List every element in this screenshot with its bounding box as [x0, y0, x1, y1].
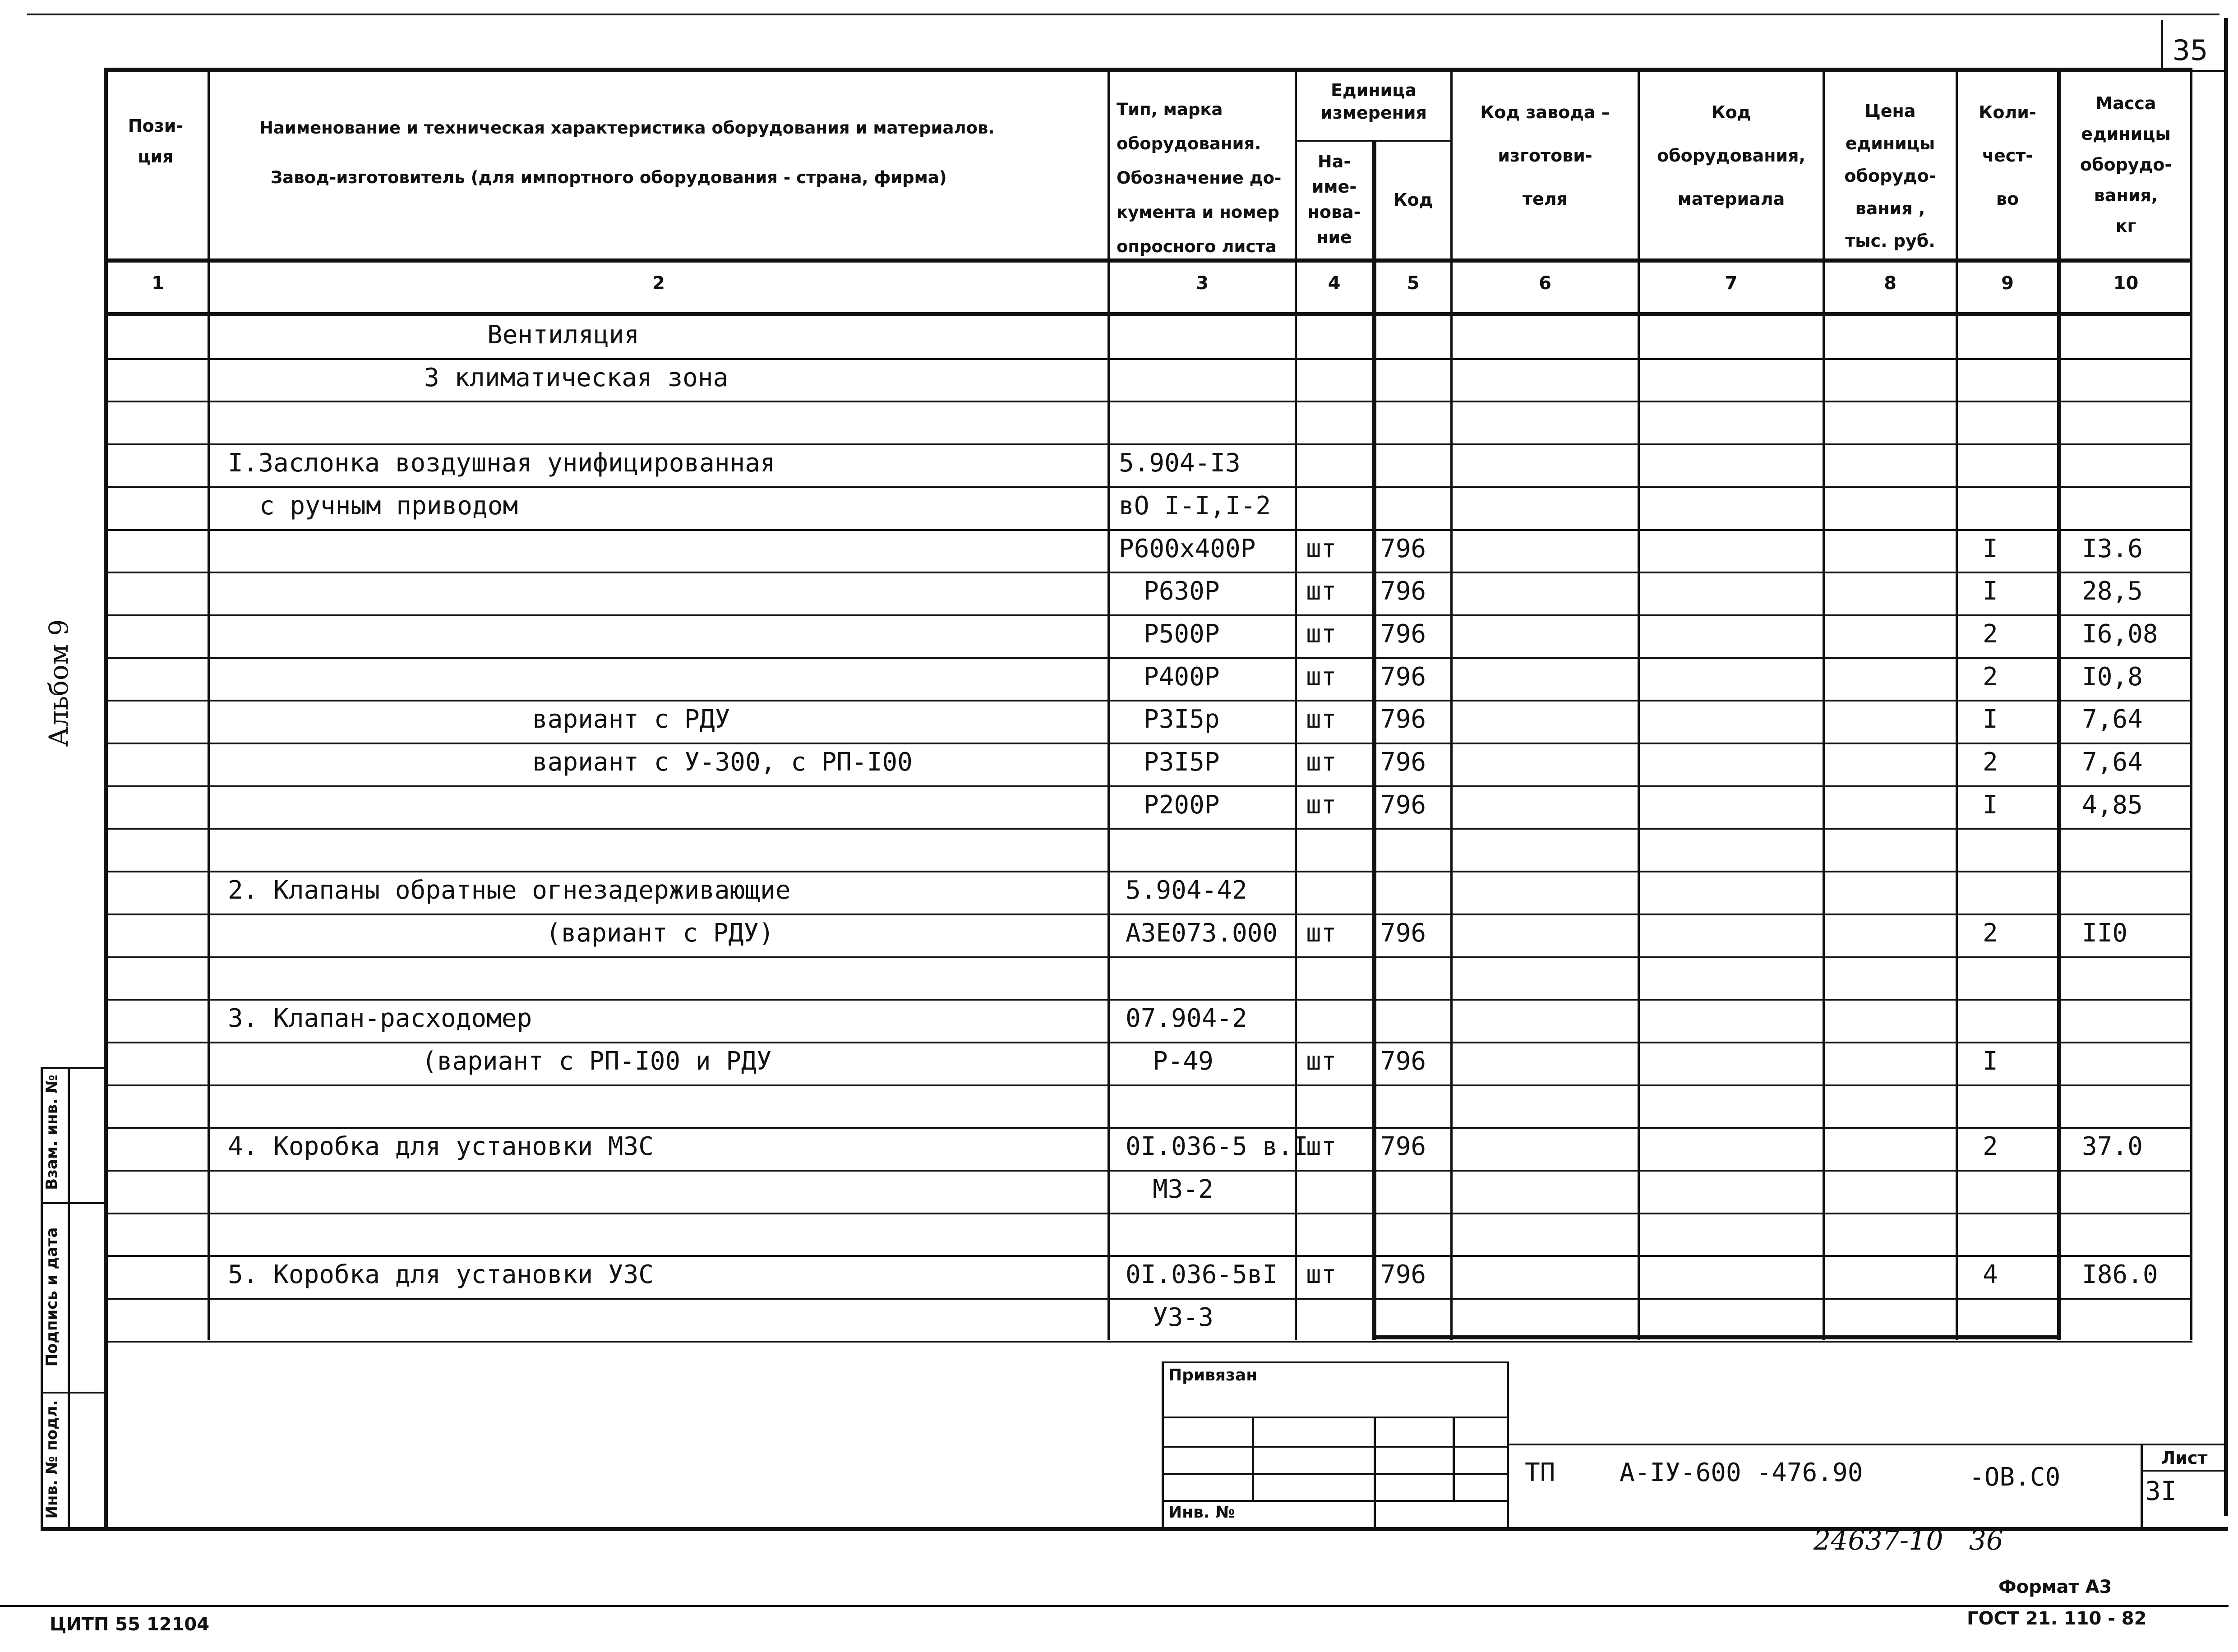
- table-row-line: [104, 999, 2192, 1001]
- row-type: 5.904-I3: [1119, 448, 1241, 478]
- side-stamp-vzam: Взам. инв. №: [43, 1075, 61, 1190]
- frame-left: [104, 68, 108, 1529]
- row-unit: шт: [1306, 790, 1337, 820]
- citp-label: ЦИТП 55 12104: [50, 1614, 210, 1635]
- privyazan-box-row1: [1162, 1417, 1509, 1418]
- table-row-line: [104, 614, 2192, 616]
- numbers-bottom-line: [104, 312, 2192, 316]
- table-row-line: [104, 1042, 2192, 1043]
- page-box-left: [2161, 20, 2163, 72]
- privyazan-box-row3: [1162, 1473, 1509, 1475]
- privyazan-label: Привязан: [1168, 1366, 1258, 1384]
- row-quantity: I: [1983, 534, 1998, 563]
- side-stamp-mid: [68, 1067, 70, 1529]
- row-unit: шт: [1306, 918, 1337, 948]
- table-row-line: [104, 529, 2192, 531]
- title-designation: А-IУ-600 -476.90: [1620, 1458, 1863, 1487]
- header-type: Тип, марка оборудования. Обозначение до- кумента и номер опросного листа: [1117, 100, 1282, 256]
- row-unit: шт: [1306, 1132, 1337, 1161]
- page-number: 35: [2172, 34, 2208, 67]
- row-mass: I86.0: [2082, 1260, 2158, 1289]
- sheet-box-left: [2141, 1444, 2143, 1529]
- column-number-8: 8: [1884, 273, 1897, 294]
- row-mass: I3.6: [2082, 534, 2143, 563]
- row-mass: I0,8: [2082, 662, 2143, 692]
- title-suffix: -ОВ.С0: [1969, 1463, 2061, 1492]
- header-equipment-code: Код оборудования, материала: [1657, 102, 1805, 209]
- row-quantity: 2: [1983, 662, 1998, 692]
- table-row-line: [104, 1127, 2192, 1129]
- sheet-label: Лист: [2161, 1448, 2208, 1468]
- row-name: Вентиляция: [487, 320, 640, 350]
- row-type: Р400Р: [1144, 662, 1220, 692]
- row-mass: 37.0: [2082, 1132, 2143, 1161]
- row-type: 5.904-42: [1126, 876, 1247, 905]
- column-number-2: 2: [652, 273, 665, 294]
- column-number-5: 5: [1407, 273, 1420, 294]
- row-type: Р3I5р: [1144, 705, 1220, 734]
- row-unit-code: 796: [1380, 1132, 1426, 1161]
- header-price: Цена единицы оборудо- вания , тыс. руб.: [1844, 101, 1936, 251]
- privyazan-box-left: [1162, 1361, 1164, 1528]
- row-unit-code: 796: [1380, 748, 1426, 777]
- unit-group-divider: [1295, 140, 1453, 142]
- side-stamp-inv: Инв. № подл.: [43, 1400, 61, 1519]
- side-stamp-podpis: Подпись и дата: [43, 1227, 61, 1367]
- column-number-9: 9: [2001, 273, 2014, 294]
- sheet-box-div: [2141, 1470, 2226, 1472]
- table-row-line: [104, 1084, 2192, 1086]
- header-plant-code: Код завода – изготови- теля: [1480, 102, 1610, 209]
- footer-line: [0, 1605, 2229, 1607]
- row-unit: шт: [1306, 1047, 1337, 1076]
- row-type: А3Е073.000: [1126, 918, 1278, 948]
- side-stamp-div1: [41, 1202, 106, 1204]
- sheet-number: 3I: [2145, 1476, 2177, 1506]
- row-unit-code: 796: [1380, 577, 1426, 606]
- row-quantity: I: [1983, 577, 1998, 606]
- column-number-6: 6: [1539, 273, 1551, 294]
- header-name-line1: Наименование и техническая характеристика оборудования и материалов.: [259, 118, 995, 138]
- column-number-3: 3: [1196, 273, 1209, 294]
- column-number-7: 7: [1725, 273, 1738, 294]
- row-type: Р500Р: [1144, 619, 1220, 649]
- row-quantity: 2: [1983, 619, 1998, 649]
- handwritten-number: 24637-10 36: [1813, 1525, 2004, 1556]
- column-number-10: 10: [2113, 273, 2139, 294]
- privyazan-box-row4: [1162, 1500, 1509, 1502]
- row-name: с ручным приводом: [259, 491, 518, 521]
- row-mass: I6,08: [2082, 619, 2158, 649]
- table-row-line: [104, 785, 2192, 787]
- top-edge-line: [27, 14, 2220, 15]
- row-name: (вариант с РП-I00 и РДУ: [422, 1047, 772, 1076]
- row-mass: 28,5: [2082, 577, 2143, 606]
- row-type: Р600х400Р: [1119, 534, 1256, 563]
- row-name: вариант с РДУ: [532, 705, 730, 734]
- header-quantity: Коли- чест- во: [1979, 102, 2036, 209]
- row-unit-code: 796: [1380, 705, 1426, 734]
- row-type: 0I.036-5вI: [1126, 1260, 1278, 1289]
- column-number-4: 4: [1328, 273, 1341, 294]
- header-position: Пози- ция: [128, 116, 184, 166]
- row-name: I.Заслонка воздушная унифицированная: [228, 448, 775, 478]
- row-unit-code: 796: [1380, 662, 1426, 692]
- header-unit-code: Код: [1393, 190, 1433, 210]
- row-type: Р3I5Р: [1144, 748, 1220, 777]
- row-name: 3. Клапан-расходомер: [228, 1004, 532, 1033]
- row-quantity: 2: [1983, 748, 1998, 777]
- privyazan-box-row2: [1162, 1446, 1509, 1448]
- header-mass: Масса единицы оборудо- вания, кг: [2080, 93, 2172, 236]
- row-unit: шт: [1306, 662, 1337, 692]
- row-quantity: I: [1983, 1047, 1998, 1076]
- row-type: Р-49: [1153, 1047, 1214, 1076]
- table-row-line: [104, 358, 2192, 360]
- row-type: Р200Р: [1144, 790, 1220, 820]
- table-row-line: [104, 828, 2192, 830]
- row-quantity: 2: [1983, 1132, 1998, 1161]
- row-unit: шт: [1306, 1260, 1337, 1289]
- header-unit-group: Единица измерения: [1320, 80, 1427, 123]
- row-unit-code: 796: [1380, 1260, 1426, 1289]
- table-row-line: [104, 1341, 2192, 1343]
- frame-top: [104, 68, 2192, 72]
- table-row-line: [104, 743, 2192, 744]
- privyazan-box-top: [1162, 1361, 1509, 1363]
- row-name: 4. Коробка для установки МЗС: [228, 1132, 654, 1161]
- row-type: Р630Р: [1144, 577, 1220, 606]
- table-row-line: [104, 1170, 2192, 1172]
- format-label: Формат А3: [1998, 1577, 2112, 1597]
- header-name-line2: Завод-изготовитель (для импортного оборудования - страна, фирма): [271, 168, 947, 187]
- row-name: 5. Коробка для установки УЗС: [228, 1260, 654, 1289]
- table-row-line: [104, 572, 2192, 573]
- title-block-top: [1507, 1444, 2226, 1445]
- table-row-line: [104, 401, 2192, 402]
- row-unit-code: 796: [1380, 918, 1426, 948]
- table-row-line: [104, 700, 2192, 701]
- privyazan-col3: [1453, 1417, 1455, 1500]
- row-quantity: I: [1983, 705, 1998, 734]
- row-type: 0I.036-5 в.I: [1126, 1132, 1308, 1161]
- header-unit-name: На- име- нова- ние: [1307, 152, 1361, 247]
- row-unit: шт: [1306, 619, 1337, 649]
- table-row-line: [104, 1255, 2192, 1257]
- body-box-bottom: [1372, 1335, 2061, 1339]
- privyazan-col1: [1252, 1417, 1254, 1500]
- row-mass: 7,64: [2082, 705, 2143, 734]
- row-name: вариант с У-300, с РП-I00: [532, 748, 913, 777]
- row-unit: шт: [1306, 705, 1337, 734]
- privyazan-col2: [1374, 1417, 1376, 1529]
- row-name: 3 климатическая зона: [424, 363, 729, 392]
- table-row-line: [104, 871, 2192, 872]
- album-label: Альбом 9: [43, 619, 74, 747]
- row-mass: 4,85: [2082, 790, 2143, 820]
- table-row-line: [104, 1213, 2192, 1214]
- table-row-line: [104, 657, 2192, 659]
- row-unit: шт: [1306, 748, 1337, 777]
- table-row-line: [104, 486, 2192, 488]
- row-type: УЗ-3: [1153, 1303, 1214, 1332]
- row-quantity: 4: [1983, 1260, 1998, 1289]
- side-stamp-div2: [41, 1392, 106, 1394]
- row-unit-code: 796: [1380, 790, 1426, 820]
- row-unit: шт: [1306, 534, 1337, 563]
- table-row-line: [104, 914, 2192, 915]
- row-quantity: I: [1983, 790, 1998, 820]
- row-quantity: 2: [1983, 918, 1998, 948]
- title-tp: ТП: [1525, 1458, 1555, 1487]
- row-unit-code: 796: [1380, 1047, 1426, 1076]
- table-row-line: [104, 443, 2192, 445]
- row-mass: II0: [2082, 918, 2128, 948]
- row-unit-code: 796: [1380, 619, 1426, 649]
- row-mass: 7,64: [2082, 748, 2143, 777]
- row-name: 2. Клапаны обратные огнезадерживающие: [228, 876, 791, 905]
- column-number-1: 1: [152, 273, 164, 294]
- table-row-line: [104, 956, 2192, 958]
- row-type: МЗ-2: [1153, 1175, 1214, 1204]
- body-box-left: [1372, 312, 1376, 1340]
- row-unit: шт: [1306, 577, 1337, 606]
- row-type: 07.904-2: [1126, 1004, 1247, 1033]
- row-name: (вариант с РДУ): [546, 918, 774, 948]
- frame-right: [2224, 18, 2228, 1516]
- inv-no-label: Инв. №: [1168, 1503, 1235, 1522]
- row-unit-code: 796: [1380, 534, 1426, 563]
- gost-label: ГОСТ 21. 110 - 82: [1967, 1608, 2147, 1629]
- row-type: вО I-I,I-2: [1119, 491, 1271, 521]
- table-row-line: [104, 1298, 2192, 1300]
